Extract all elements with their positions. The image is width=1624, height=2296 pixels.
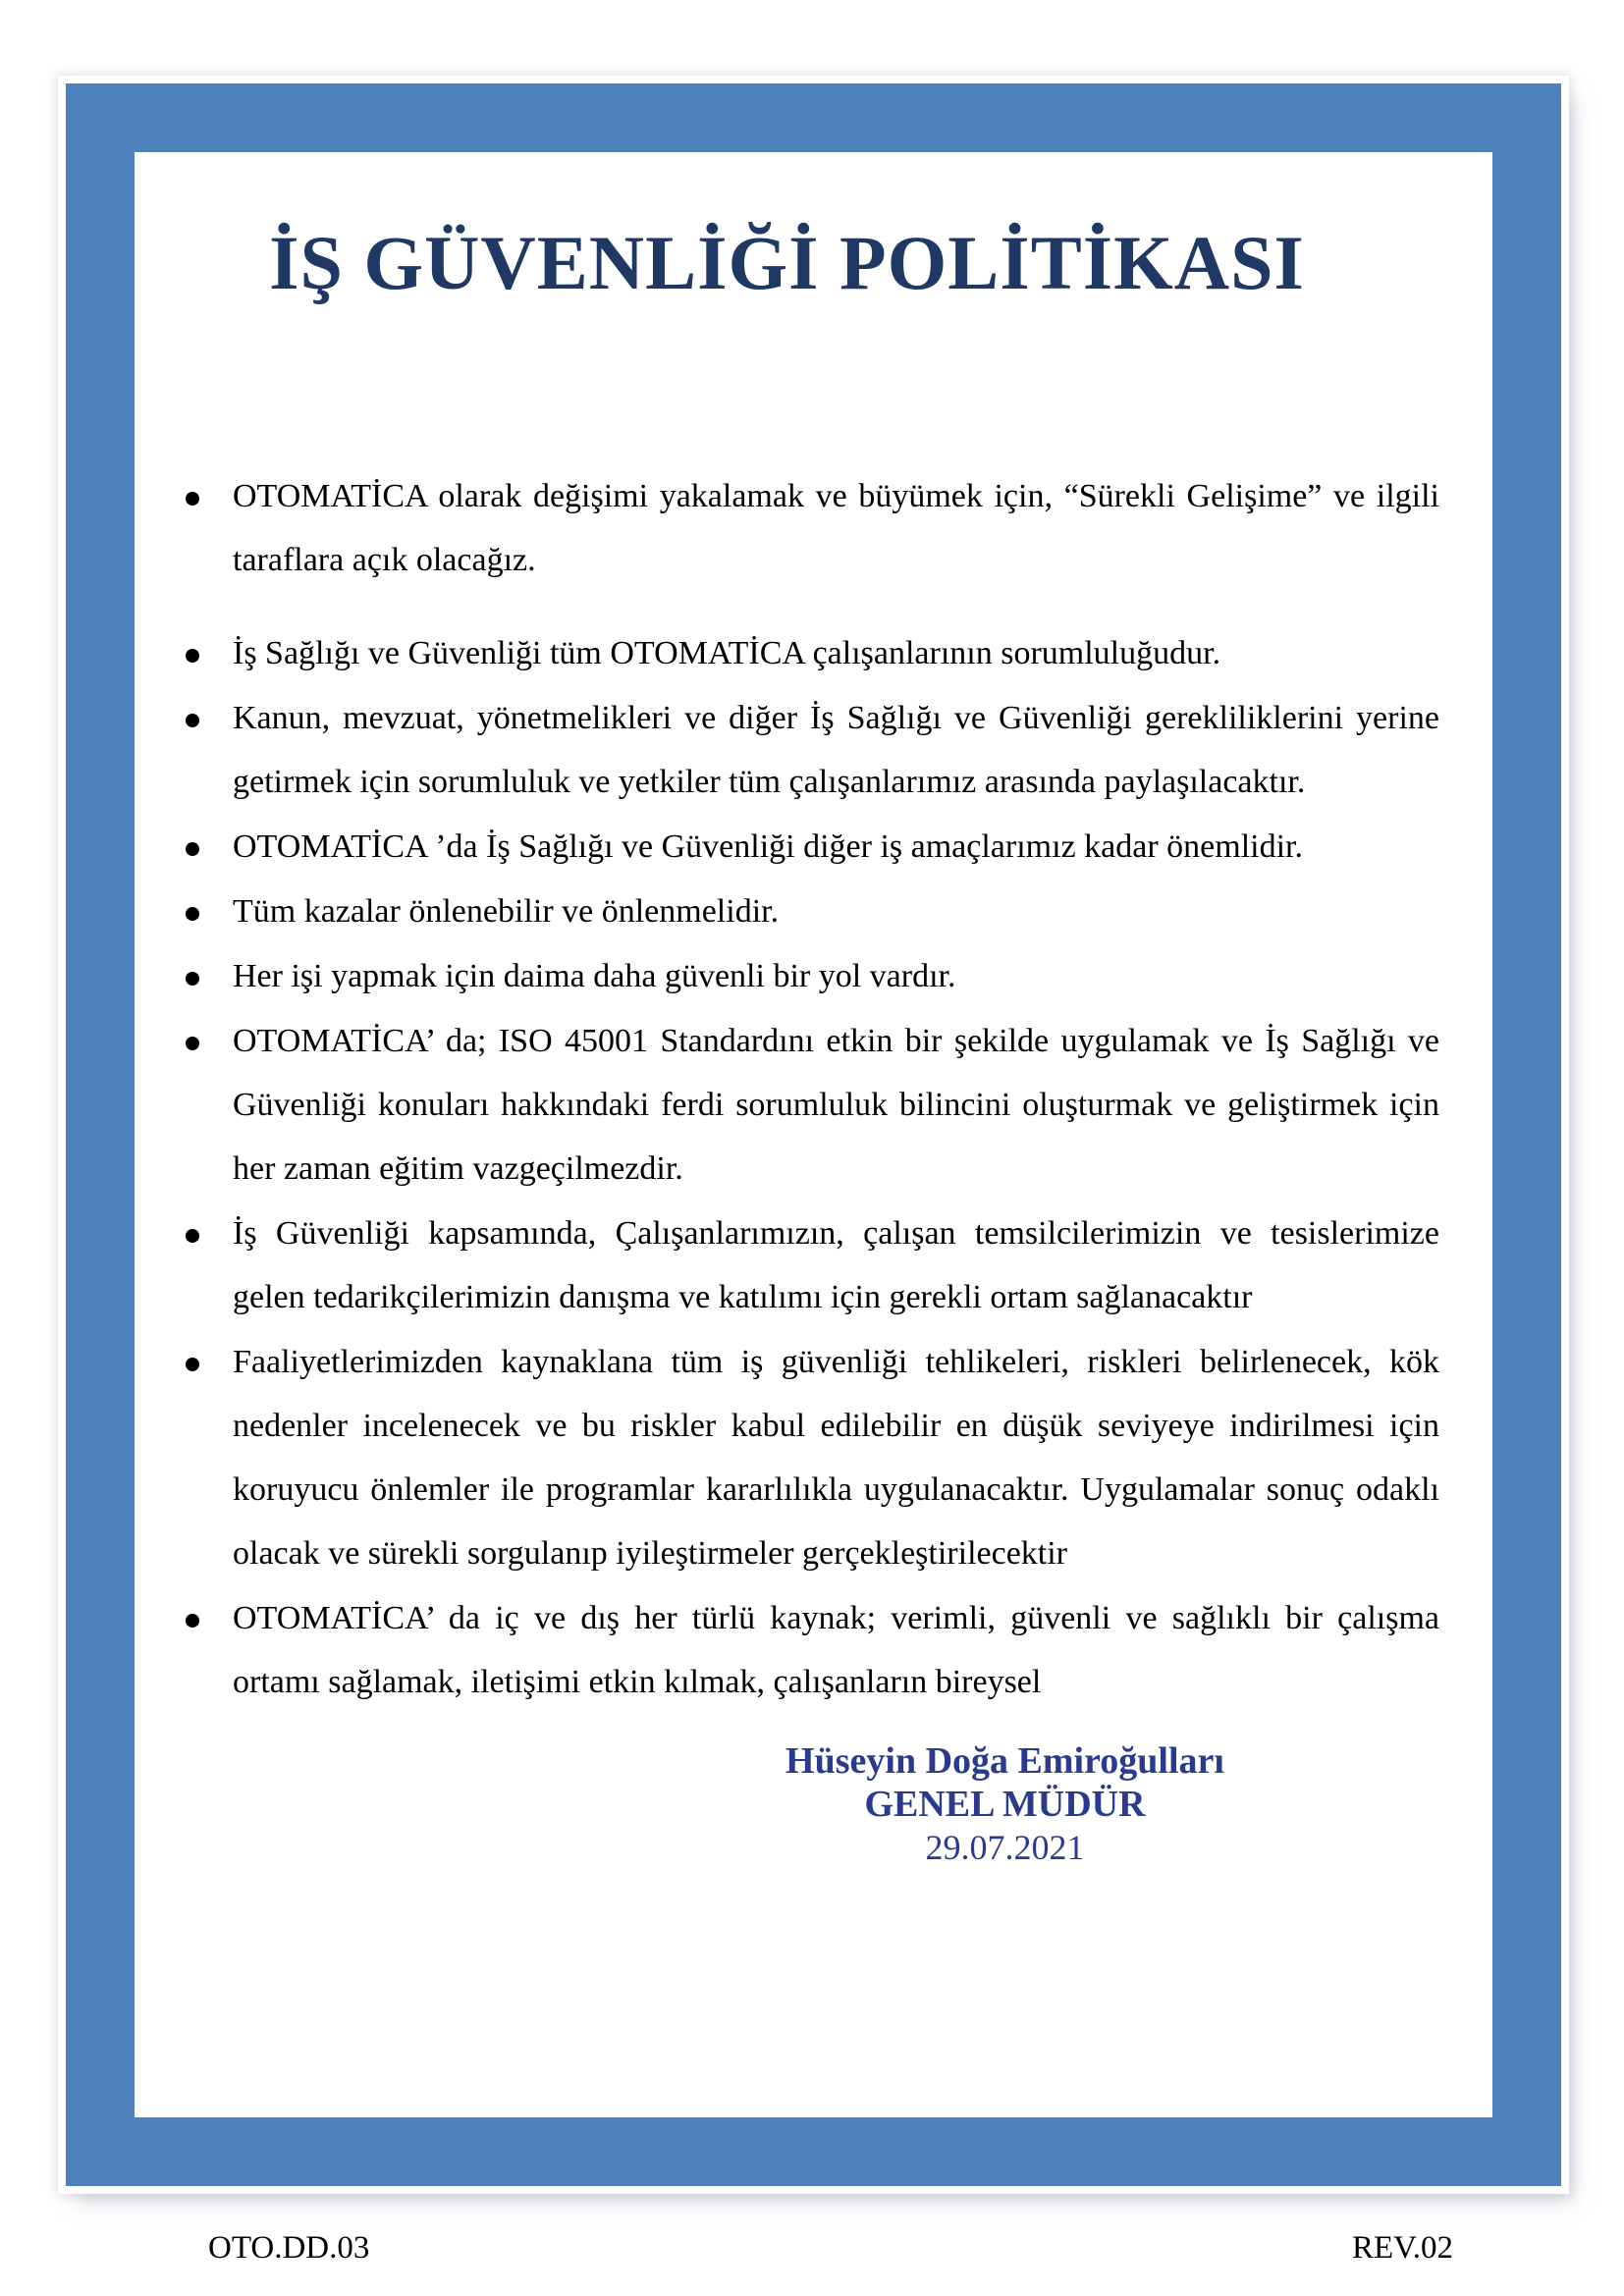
policy-bullet-8: İş Güvenliği kapsamında, Çalışanlarımızın, çalışan temsilcilerimizin ve tesislerimize gelen tedarikçilerimizin danışma ve katılımı için gerekli ortam sağlanacaktır [135, 1201, 1439, 1329]
doc-revision: REV.02 [1352, 2230, 1453, 2266]
policy-bullet-3: Kanun, mevzuat, yönetmelikleri ve diğer İş Sağlığı ve Güvenliği gerekliliklerini yerine getirmek için sorumluluk ve yetkiler tüm çalışanlarımız arasında paylaşılacaktır. [135, 686, 1439, 814]
policy-bullet-10: OTOMATİCA’ da iç ve dış her türlü kaynak; verimli, güvenli ve sağlıklı bir çalışma ortamı sağlamak, iletişimi etkin kılmak, çalışanların bireysel [135, 1586, 1439, 1714]
page-title: İŞ GÜVENLİĞİ POLİTİKASI [269, 220, 1305, 305]
policy-bullet-2: İş Sağlığı ve Güvenliği tüm OTOMATİCA çalışanlarının sorumluluğudur. [135, 621, 1439, 685]
policy-bullet-list [135, 464, 1439, 1714]
signatory-role: GENEL MÜDÜR [864, 1784, 1146, 1825]
doc-code: OTO.DD.03 [208, 2230, 370, 2266]
policy-bullet-1: OTOMATİCA olarak değişimi yakalamak ve büyümek için, “Sürekli Gelişime” ve ilgili taraflara açık olacağız. [135, 464, 1439, 592]
policy-bullet-9: Faaliyetlerimizden kaynaklana tüm iş güvenliği tehlikeleri, riskleri belirlenecek, kök nedenler incelenecek ve bu riskler kabul edilebilir en düşük seviyeye indirilmesi için koruyucu önlemler ile programlar kararlılıkla uygulanacaktır. Uygulamalar sonuç odaklı olacak ve sürekli sorgulanıp iyileştirmeler gerçekleştirilecektir [135, 1330, 1439, 1585]
policy-bullet-7: OTOMATİCA’ da; ISO 45001 Standardını etkin bir şekilde uygulamak ve İş Sağlığı ve Güvenliği konuları hakkındaki ferdi sorumluluk bilincini oluşturmak ve geliştirmek için her zaman eğitim vazgeçilmezdir. [135, 1009, 1439, 1201]
signature-date: 29.07.2021 [925, 1828, 1085, 1867]
policy-frame-border [66, 83, 1561, 2186]
document-footer [208, 2230, 1453, 2267]
signature-block [570, 1739, 1439, 1869]
signatory-name: Hüseyin Doğa Emiroğulları [785, 1740, 1224, 1782]
policy-bullet-4: OTOMATİCA ’da İş Sağlığı ve Güvenliği diğer iş amaçlarımız kadar önemlidir. [135, 815, 1439, 879]
policy-bullet-6: Her işi yapmak için daima daha güvenli bir yol vardır. [135, 944, 1439, 1008]
policy-content [135, 152, 1492, 2117]
policy-bullet-5: Tüm kazalar önlenebilir ve önlenmelidir. [135, 880, 1439, 943]
